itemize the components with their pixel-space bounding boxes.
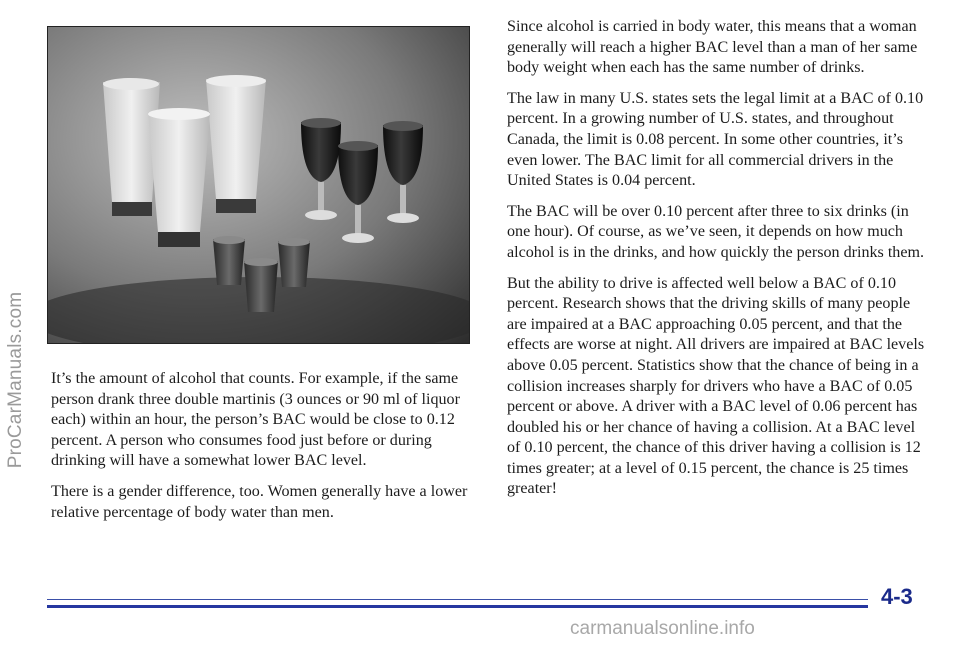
footer-rule-thick — [47, 605, 868, 608]
paragraph: There is a gender difference, too. Women generally have a lower relative percentage of body water than men. — [51, 482, 468, 521]
footer-rule-thin — [47, 599, 868, 600]
drinks-photo-illustration — [48, 27, 470, 344]
drinks-photo — [47, 26, 470, 344]
side-watermark-text: ProCarManuals.com — [5, 291, 26, 469]
shot-glass-2 — [278, 238, 310, 287]
right-column — [507, 17, 927, 510]
paragraph: Since alcohol is carried in body water, this means that a woman generally will reach a higher BAC level than a man of her same body weight when each has the same number of drinks. — [507, 18, 918, 77]
left-column — [51, 369, 483, 533]
page-number: 4-3 — [881, 584, 913, 609]
paragraph: It’s the amount of alcohol that counts. For example, if the same person drank three double martinis (3 ounces or 90 ml of liquor each) within an hour, the person’s BAC would be close to 0.12 percent. A person who consumes food just before or during drinking will have a somewhat lower BAC level. — [51, 370, 460, 470]
paragraph: The BAC will be over 0.10 percent after three to six drinks (in one hour). Of course, as we’ve seen, it depends on how much alcohol is in the drinks, and how quickly the person drinks them. — [507, 202, 925, 261]
side-watermark — [2, 170, 30, 590]
shot-glass-3 — [244, 258, 278, 312]
paragraph: But the ability to drive is affected well below a BAC of 0.10 percent. Research shows that the driving skills of many people are impaired at a BAC approaching 0.05 percent, and that the effects are worse at night. All drivers are impaired at BAC levels above 0.05 percent. Statistics show that the chance of being in a collision increases sharply for drivers who have a BAC of 0.05 percent or above. A driver with a BAC level of 0.06 percent has doubled his or her chance of having a collision. At a BAC level of 0.10 percent, the chance of this driver having a collision is 12 times greater; at a level of 0.15 percent, the chance is 25 times greater! — [507, 274, 925, 498]
paragraph: The law in many U.S. states sets the legal limit at a BAC of 0.10 percent. In a growing number of U.S. states, and throughout Canada, the limit is 0.08 percent. In some other countries, it’s even lower. The BAC limit for all commercial drivers in the United States is 0.04 percent. — [507, 89, 924, 190]
shot-glass-1 — [213, 236, 245, 285]
bottom-watermark: carmanualsonline.info — [570, 618, 755, 639]
